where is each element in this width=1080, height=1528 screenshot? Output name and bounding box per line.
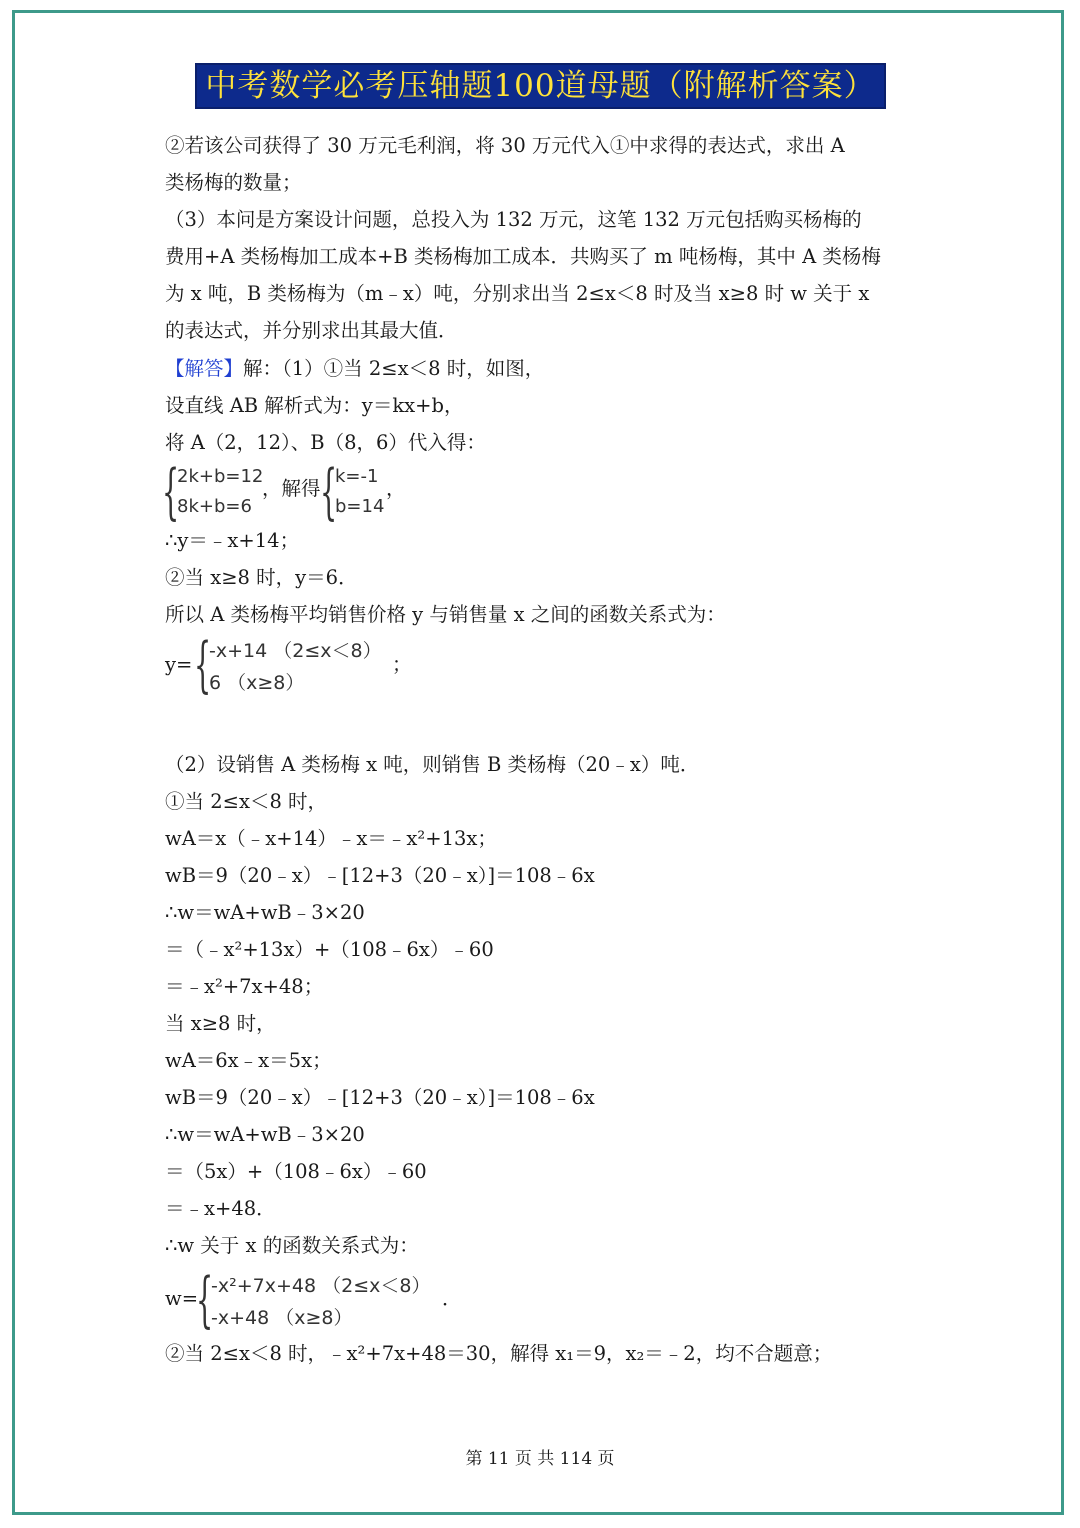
text-line: 费用+A 类杨梅加工成本+B 类杨梅加工成本．共购买了 m 吨杨梅，其中 A 类杨梅 (165, 245, 881, 268)
left-brace-icon: { (162, 457, 180, 527)
math-line: ＝﹣x²+7x+48； (165, 975, 324, 998)
text-line: 的表达式，并分别求出其最大值． (165, 319, 458, 342)
math-line: ∴w＝wA+wB﹣3×20 (165, 1123, 365, 1146)
document-title: 中考数学必考压轴题100道母题（附解析答案） (197, 65, 884, 107)
piecewise-lhs: w= (165, 1287, 199, 1310)
equation: k=-1 (335, 466, 379, 487)
math-line: ∴w＝wA+wB﹣3×20 (165, 901, 365, 924)
text-line: 所以 A 类杨梅平均销售价格 y 与销售量 x 之间的函数关系式为： (165, 603, 726, 626)
text-line: ②若该公司获得了 30 万元毛利润，将 30 万元代入①中求得的表达式，求出 A (165, 134, 845, 157)
text-fragment: ． (442, 1287, 462, 1310)
equation: 2k+b=12 (177, 466, 264, 487)
text-line: 当 x≥8 时， (165, 1012, 276, 1035)
piecewise-case: -x+48 （x≥8） (211, 1307, 353, 1329)
math-line: wA＝x（﹣x+14）﹣x＝﹣x²+13x； (165, 827, 497, 850)
equation-system-1 (177, 462, 263, 522)
text-line: ①当 2≤x＜8 时， (165, 790, 328, 813)
page-footer: 第 11 页 共 114 页 (465, 1449, 615, 1469)
text-line: 类杨梅的数量； (165, 171, 302, 194)
left-brace-icon: { (320, 457, 338, 527)
text-line: ②当 2≤x＜8 时，﹣x²+7x+48＝30，解得 x₁＝9，x₂＝﹣2，均不合题意； (165, 1342, 833, 1365)
piecewise-function-y (209, 635, 382, 699)
math-line: wB＝9（20﹣x）﹣[12+3（20﹣x）]＝108﹣6x (165, 1086, 595, 1109)
text-line: 设直线 AB 解析式为：y＝kx+b， (165, 394, 464, 417)
piecewise-case: 6 （x≥8） (209, 672, 305, 694)
text-line: 将 A（2，12）、B（8，6）代入得： (165, 431, 486, 454)
text-line: ∴y＝﹣x+14； (165, 529, 300, 552)
text-fragment: ，解得 (262, 477, 321, 500)
math-line: wB＝9（20﹣x）﹣[12+3（20﹣x）]＝108﹣6x (165, 864, 595, 887)
piecewise-case: -x+14 （2≤x＜8） (209, 640, 382, 662)
piecewise-function-w (211, 1270, 430, 1334)
text-line: ②当 x≥8 时，y＝6． (165, 566, 358, 589)
equation: 8k+b=6 (177, 496, 252, 517)
piecewise-case: -x²+7x+48 （2≤x＜8） (211, 1275, 431, 1297)
text-fragment: ； (392, 653, 412, 676)
piecewise-lhs: y= (165, 653, 193, 676)
math-line: ＝（5x）+（108﹣6x）﹣60 (165, 1160, 427, 1183)
equation: b=14 (335, 496, 385, 517)
left-brace-icon: { (194, 630, 212, 700)
text-line: （3）本问是方案设计问题，总投入为 132 万元，这笔 132 万元包括购买杨梅的 (165, 208, 862, 231)
math-line: ＝﹣x+48． (165, 1197, 276, 1220)
text-line: （2）设销售 A 类杨梅 x 吨，则销售 B 类杨梅（20﹣x）吨． (165, 753, 700, 776)
answer-tag: 【解答】 (165, 357, 244, 380)
solution-heading (165, 356, 544, 382)
solution-intro: 解：（1）①当 2≤x＜8 时，如图， (243, 357, 545, 380)
text-line: 为 x 吨，B 类杨梅为（m﹣x）吨，分别求出当 2≤x＜8 时及当 x≥8 时 w 关于 x (165, 282, 870, 305)
math-line: ＝（﹣x²+13x）+（108﹣6x）﹣60 (165, 938, 494, 961)
text-line: ∴w 关于 x 的函数关系式为： (165, 1234, 419, 1257)
math-line: wA＝6x﹣x＝5x； (165, 1049, 332, 1072)
left-brace-icon: { (196, 1265, 214, 1335)
equation-solution-1 (335, 462, 384, 522)
text-fragment: ， (386, 477, 406, 500)
